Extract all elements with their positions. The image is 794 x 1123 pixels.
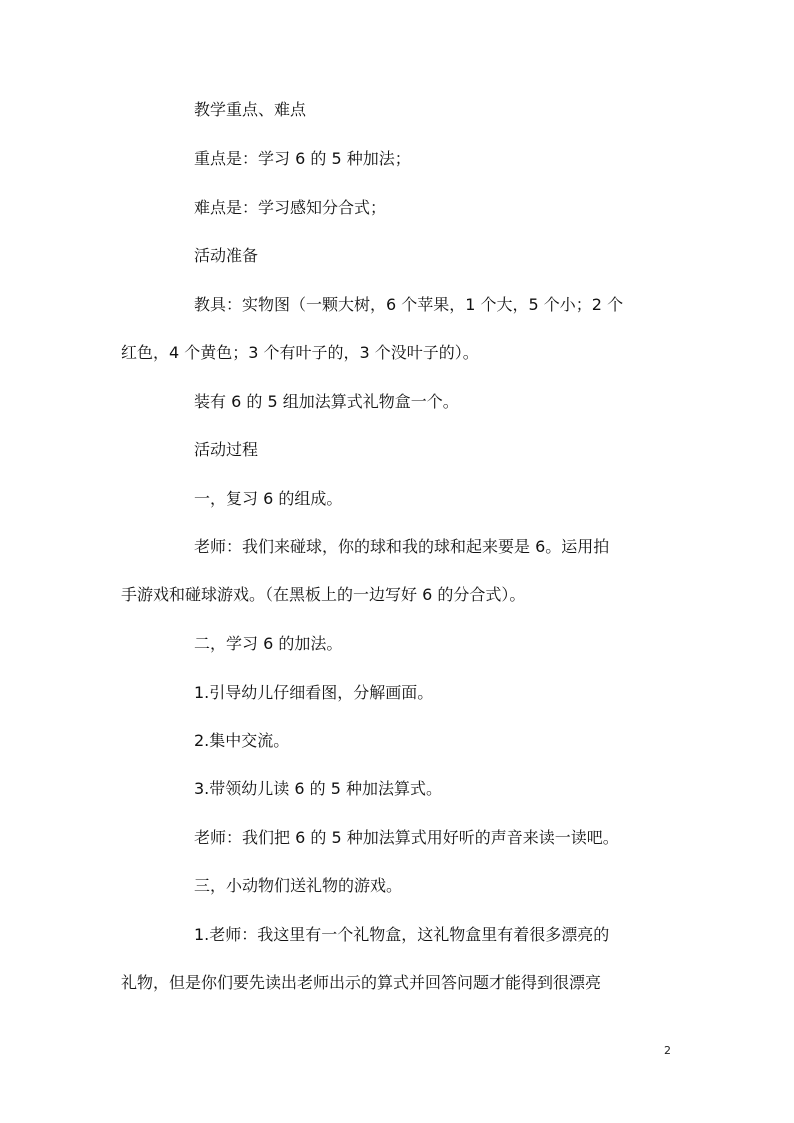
paragraph-gift-box: 装有 6 的 5 组加法算式礼物盒一个。: [194, 392, 459, 411]
paragraph-teacher-reading: 老师：我们把 6 的 5 种加法算式用好听的声音来读一读吧。: [194, 828, 619, 847]
paragraph-difficulty: 难点是：学习感知分合式；: [194, 198, 387, 217]
paragraph-ball-game-line-2: 手游戏和碰球游戏。（在黑板上的一边写好 6 的分合式）。: [121, 585, 526, 604]
paragraph-teaching-aids-line-1: 教具：实物图（一颗大树，6 个苹果，1 个大，5 个小；2 个: [194, 295, 624, 314]
page-number: 2: [664, 1044, 671, 1057]
heading-activity-preparation: 活动准备: [194, 246, 259, 265]
paragraph-focus: 重点是：学习 6 的 5 种加法；: [194, 149, 411, 168]
heading-activity-process: 活动过程: [194, 440, 259, 459]
paragraph-teaching-aids-line-2: 红色，4 个黄色；3 个有叶子的，3 个没叶子的）。: [121, 343, 479, 362]
section-learn-addition: 二，学习 6 的加法。: [194, 634, 343, 653]
section-review-composition: 一，复习 6 的组成。: [194, 489, 343, 508]
list-item-read-formulas: 3.带领幼儿读 6 的 5 种加法算式。: [194, 779, 442, 798]
paragraph-ball-game-line-1: 老师：我们来碰球，你的球和我的球和起来要是 6。运用拍: [194, 537, 610, 556]
list-item-group-exchange: 2.集中交流。: [194, 731, 290, 750]
section-gift-game: 三，小动物们送礼物的游戏。: [194, 876, 403, 895]
list-item-observe-picture: 1.引导幼儿仔细看图，分解画面。: [194, 683, 434, 702]
list-item-gift-box-line-2: 礼物，但是你们要先读出老师出示的算式并回答问题才能得到很漂亮: [121, 973, 602, 992]
list-item-gift-box-line-1: 1.老师：我这里有一个礼物盒，这礼物盒里有着很多漂亮的: [194, 925, 610, 944]
heading-teaching-focus: 教学重点、难点: [194, 100, 307, 119]
